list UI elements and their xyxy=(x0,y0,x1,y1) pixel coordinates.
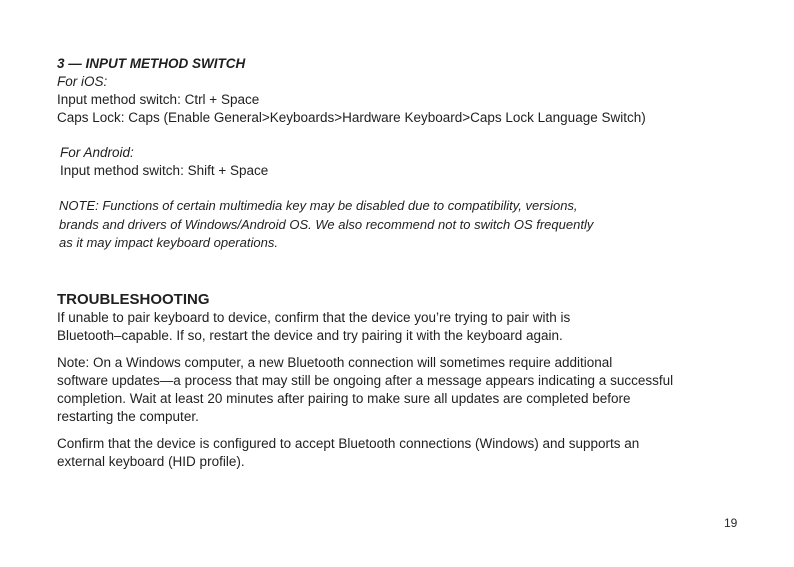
page-number: 19 xyxy=(724,516,738,530)
paragraph-line: external keyboard (HID profile). xyxy=(57,453,245,469)
pairing-paragraph xyxy=(57,309,757,345)
ios-caps-lock-text: Caps Lock: Caps (Enable General>Keyboards>Hardware Keyboard>Caps Lock Language Switch) xyxy=(57,110,646,125)
troubleshooting-title: TROUBLESHOOTING xyxy=(57,290,210,308)
bluetooth-config-paragraph xyxy=(57,435,757,471)
note-line: brands and drivers of Windows/Android OS. We also recommend not to switch OS frequently xyxy=(59,216,594,232)
ios-switch-text: Input method switch: Ctrl + Space xyxy=(57,92,260,107)
paragraph-line: software updates—a process that may still be ongoing after a message appears indicating a successful xyxy=(57,372,674,388)
paragraph-line: completion. Wait at least 20 minutes after pairing to make sure all updates are completed before xyxy=(57,390,631,406)
android-switch-text: Input method switch: Shift + Space xyxy=(60,163,269,178)
android-heading: For Android: xyxy=(60,145,134,160)
input-method-section xyxy=(57,55,757,253)
note-line: NOTE: Functions of certain multimedia key may be disabled due to compatibility, versions, xyxy=(59,198,578,213)
paragraph-line: restarting the computer. xyxy=(57,408,199,424)
paragraph-line: Bluetooth–capable. If so, restart the device and try pairing it with the keyboard again. xyxy=(57,327,563,343)
compatibility-note xyxy=(59,197,757,253)
paragraph-line: Note: On a Windows computer, a new Bluetooth connection will sometimes require additional xyxy=(57,354,613,370)
paragraph-line: Confirm that the device is configured to accept Bluetooth connections (Windows) and supports an xyxy=(57,435,640,451)
ios-heading: For iOS: xyxy=(57,74,108,89)
windows-update-paragraph xyxy=(57,354,757,426)
paragraph-line: If unable to pair keyboard to device, confirm that the device you’re trying to pair with is xyxy=(57,309,571,325)
page-content xyxy=(57,55,757,471)
note-line: as it may impact keyboard operations. xyxy=(59,235,278,250)
android-block xyxy=(60,144,757,180)
troubleshooting-section xyxy=(57,291,757,471)
input-method-title: 3 — INPUT METHOD SWITCH xyxy=(57,56,246,71)
